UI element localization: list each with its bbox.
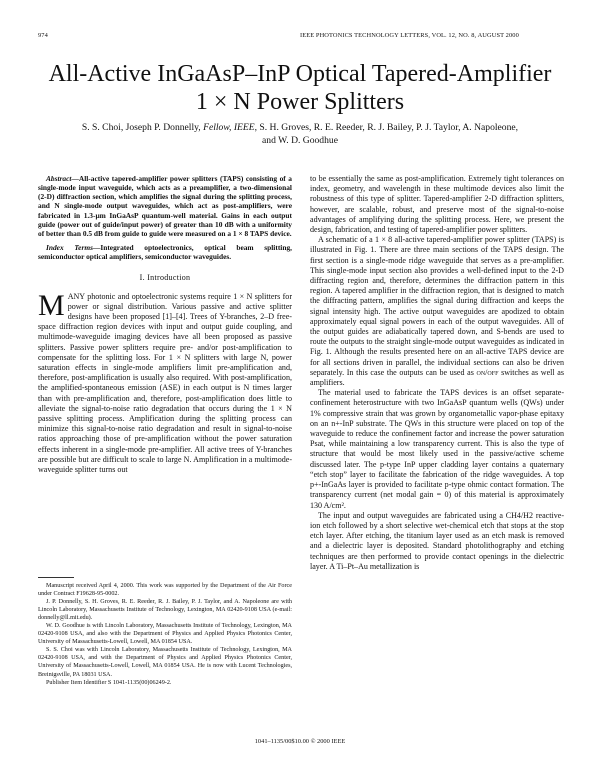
footnote-publisher-id: Publisher Item Identifier S 1041-1135(00)06249-2. (46, 679, 172, 686)
fellow-designation: Fellow, IEEE (203, 122, 255, 133)
right-paragraph-1: to be essentially the same as post-amplification. Extremely tight tolerances on index, geometry, and wavelength in these multimode devices also limit the robustness of this type of splitter. Tapered-amplifier 2-D diffraction splitters, however, are scalable, robust, and preserve most of the signal-to-noise advantages of amplifying during the splitting process. Here, we present the design, fabrication, and testing of tapered-amplifier power splitters. (310, 174, 564, 235)
right-column (310, 174, 564, 572)
abstract (38, 174, 292, 238)
index-terms-text: Integrated optoelectronics, optical beam splitting, semiconductor optical amplifiers, semiconductor waveguides. (38, 243, 292, 262)
footnote-affiliation-2: W. D. Goodhue is with Lincoln Laboratory, Massachusetts Institute of Technology, Lexington, MA 02420-9108 USA, and also with the Department of Physics and Applied Physics Photonics Center, University of Massachusetts-Lowell, Lowell, MA 01854 USA. (38, 623, 292, 646)
section-heading-introduction: I. Introduction (139, 273, 191, 283)
abstract-label: Abstract— (46, 174, 79, 183)
intro-paragraph-1-text: ANY photonic and optoelectronic systems require 1 × N splitters for power or signal distribution. Various passive and active splitter designs have been proposed [1]–[4]. Trees of Y-branches, 2–D free-space diffraction region devices with input and output guide coupling, and multimode-waveguide imaging devices have all been proposed as passive splitters. Passive power splitters require pre- and/or post-amplification to compensate for the splitting loss. For 1 × N splitters with large N, power saturation effects in single-mode amplifiers limit pre-amplification and, therefore, post-amplification is usually also required. With post-amplification, the amplified-spontaneous emission (ASE) in each output is N times larger than with pre-amplification and, therefore, post-amplification does little to alleviate the signal-to-noise ratio degradation that occurs during the 1 × N passive splitting process. Amplification during the splitting process can minimize this signal-to-noise ratio degradation and result in signal-to-noise ratios approaching those of pre-amplification without the power saturation effects inherent in a single-mode pre-amplifier. All active trees of Y-branches are possible but are difficult to scale to large N. Amplification in a multimode-waveguide splitter turns out (38, 291, 292, 475)
footnotes (38, 582, 292, 687)
author-line-2: and W. D. Goodhue (262, 134, 338, 146)
authors-part-2: , S. H. Groves, R. E. Reeder, R. J. Bailey, P. J. Taylor, A. Napoleone, (254, 122, 519, 133)
footnote-affiliation-3: S. S. Choi was with Lincoln Laboratory, Massachusetts Institute of Technology, Lexington, MA 02420-9108 USA, and with the Department of Physics and Applied Physics Photonics Center, University of Massachusetts-Lowell, Lowell, MA 01854 USA. He is now with Lucent Technologies, Breinigsville, PA 18031 USA. (38, 647, 292, 678)
intro-paragraph-1 (38, 288, 292, 476)
author-list (60, 122, 540, 147)
right-paragraph-4: The input and output waveguides are fabricated using a CH4/H2 reactive-ion etch followed by a short selective wet-chemical etch that stops at the stop etch layer. After etching, the titanium layer used as an etch mask is removed and a dielectric layer is deposited. Standard photolithography and etching techniques are then performed to provide contact openings in the dielectric layer. A Ti–Pt–Au metallization is (310, 510, 564, 571)
right-paragraph-2-end: switches as well as amplifiers. (310, 367, 564, 388)
footnote-manuscript: Manuscript received April 4, 2000. This work was supported by the Department of the Air Force under Contract F19628-95-0002. (38, 583, 292, 598)
drop-cap: M (38, 288, 65, 322)
paper-title-line-1: All-Active InGaAsP–InP Optical Tapered-Amplifier (48, 61, 552, 87)
right-paragraph-2-text: A schematic of a 1 × 8 all-active tapered-amplifier power splitter (TAPS) is illustrated in Fig. 1. There are three main sections of the TAPS design. The first section is a single-mode ridge waveguide that serves as a pre-amplifier. This single-mode input section also provides a well-defined input to the 2-D diffracting region and, therefore, determines the diffraction pattern in this region. A tapered amplifier in the diffraction region, that is designed to match the diffracting pattern, amplifies the signal during diffraction and keeps the signal intensity high. The active output waveguides are apodized to obtain approximately equal signal powers in each of the output waveguides. All of the output guides are adiabatically tapered down, and S-bends are used to route the outputs to the straight single-mode output waveguides as indicated in Fig. 1. Although the results presented here on an all-active TAPS device are for all sections driven in parallel, the individual sections can also be driven separately. In this case the outputs can be used as (310, 235, 564, 377)
index-terms-label: Index Terms— (46, 243, 101, 253)
copyright-footer: 1041–1135/00$10.00 © 2000 IEEE (254, 738, 346, 745)
index-terms (38, 243, 292, 261)
paper-title-line-2: 1 × N Power Splitters (195, 89, 405, 115)
abstract-text: All-active tapered-amplifier power splitters (TAPS) consisting of a single-mode input waveguide, which acts as a preamplifier, a two-dimensional (2-D) diffraction section, which amplifies the signal during the splitting process, and N single-mode output waveguides, which act as post-amplifiers, were fabricated in 1.3-μm InGaAsP quantum-well material. Gains in each output guide (power out of guide/input power) of greater than 10 dB with a uniformity of better than 0.5 dB from guide to guide were measured on a 1 × 8 TAPS device. (38, 174, 292, 238)
page-number: 974 (38, 32, 48, 39)
on-off-term: on/off (476, 367, 499, 377)
right-paragraph-3: The material used to fabricate the TAPS devices is an offset separate-confinement heterostructure with two InGaAsP quantum wells (QWs) under 1% compressive strain that was grown by organometallic vapor-phase epitaxy on an n+-InP substrate. The QWs in this structure were placed on top of the waveguide to reduce the confinement factor and increase the power saturation Psat, while maintaining a low transparency current. This is also the type of structure that would be most likely used in the passive/active scheme discussed later. The p-type InP upper cladding layer contains a quaternary “etch stop” layer to facilitate the fabrication of the ridge waveguides. A top p+-InGaAs layer is provided to facilitate p-type ohmic contact formation. The transparency current (net modal gain = 0) of this material is approximately 130 A/cm². (310, 388, 564, 510)
right-paragraph-2 (310, 235, 564, 388)
authors-part-1: S. S. Choi, Joseph P. Donnelly, (81, 122, 204, 133)
footnote-affiliation-1: J. P. Donnelly, S. H. Groves, R. E. Reeder, R. J. Bailey, P. J. Taylor, and A. Napoleone are with Lincoln Laboratory, Massachusetts Institute of Technology, Lexington, MA 02420-9108 USA (e-mail: donnelly@ll.mit.edu). (38, 599, 292, 622)
left-column (38, 174, 292, 475)
author-line-1 (60, 122, 540, 135)
journal-header: IEEE PHOTONICS TECHNOLOGY LETTERS, VOL. 12, NO. 8, AUGUST 2000 (300, 32, 519, 39)
footnote-rule (38, 577, 74, 578)
